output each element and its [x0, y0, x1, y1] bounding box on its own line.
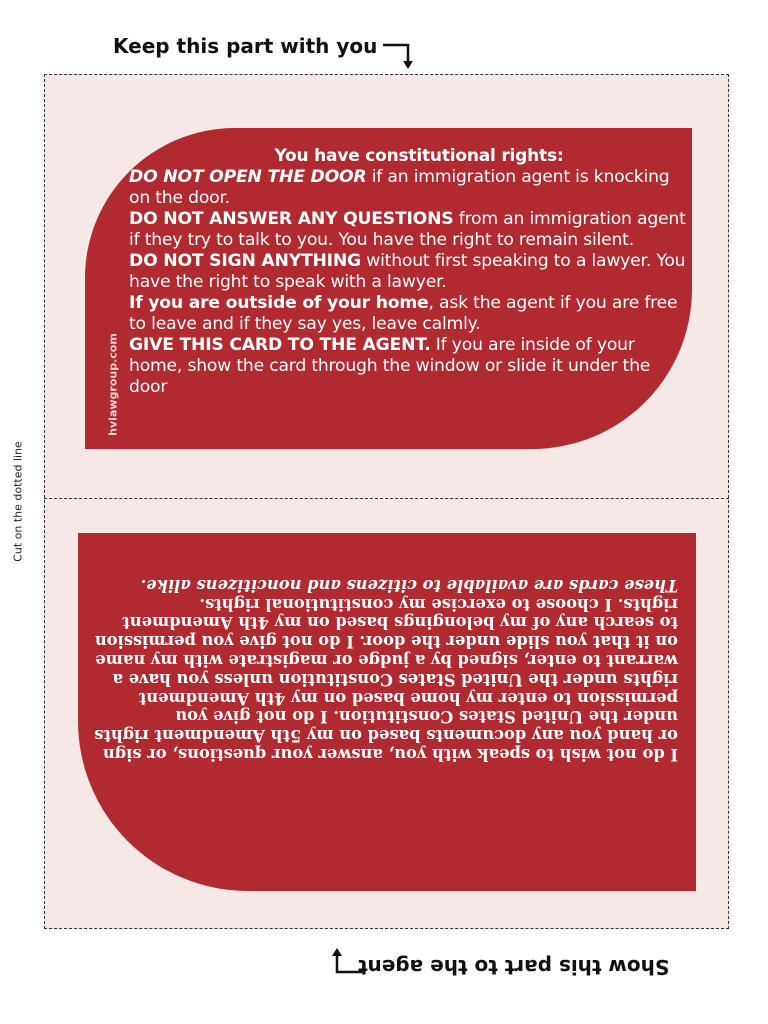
rights-title: You have constitutional rights:: [274, 146, 564, 166]
agent-statement: [90, 575, 678, 763]
rights-text: [129, 146, 689, 398]
website-label: hvlawgroup.com: [106, 333, 120, 436]
fold-cut-line: [44, 498, 729, 499]
rights-item: DO NOT OPEN THE DOOR if an immigration agent is knocking on the door.: [129, 167, 670, 208]
rights-item: DO NOT ANSWER ANY QUESTIONS from an immigration agent if they try to talk to you. You have the right to remain silent.: [129, 209, 686, 250]
rights-item: If you are outside of your home, ask the agent if you are free to leave and if they say yes, leave calmly.: [129, 293, 678, 334]
rights-item: GIVE THIS CARD TO THE AGENT. If you are inside of your home, show the card through the window or slide it under the door: [129, 335, 651, 397]
cut-caption: Cut on the dotted line: [11, 441, 25, 562]
arrow-down-icon: [380, 40, 420, 72]
rights-item: DO NOT SIGN ANYTHING without first speaking to a lawyer. You have the right to speak with a lawyer.: [129, 251, 686, 292]
agent-card-note: These cards are available to citizens and noncitizens alike.: [140, 575, 678, 595]
show-caption: Show this part to the agent: [358, 955, 670, 979]
keep-caption: Keep this part with you: [113, 34, 378, 58]
agent-statement-text: I do not wish to speak with you, answer your questions, or sign or hand you any documents based on my 5th Amendment rights under the United States Constitution. I do not give you permission to enter my home based on my 4th Amendment rights under the United States Constitution unless you have a warrant to enter, signed by a judge or magistrate with my name on it that you slide under the door. I do not give you permission to search any of my belongings based on my 4th Amendment rights. I choose to exercise my constitutional rights.: [94, 594, 678, 764]
